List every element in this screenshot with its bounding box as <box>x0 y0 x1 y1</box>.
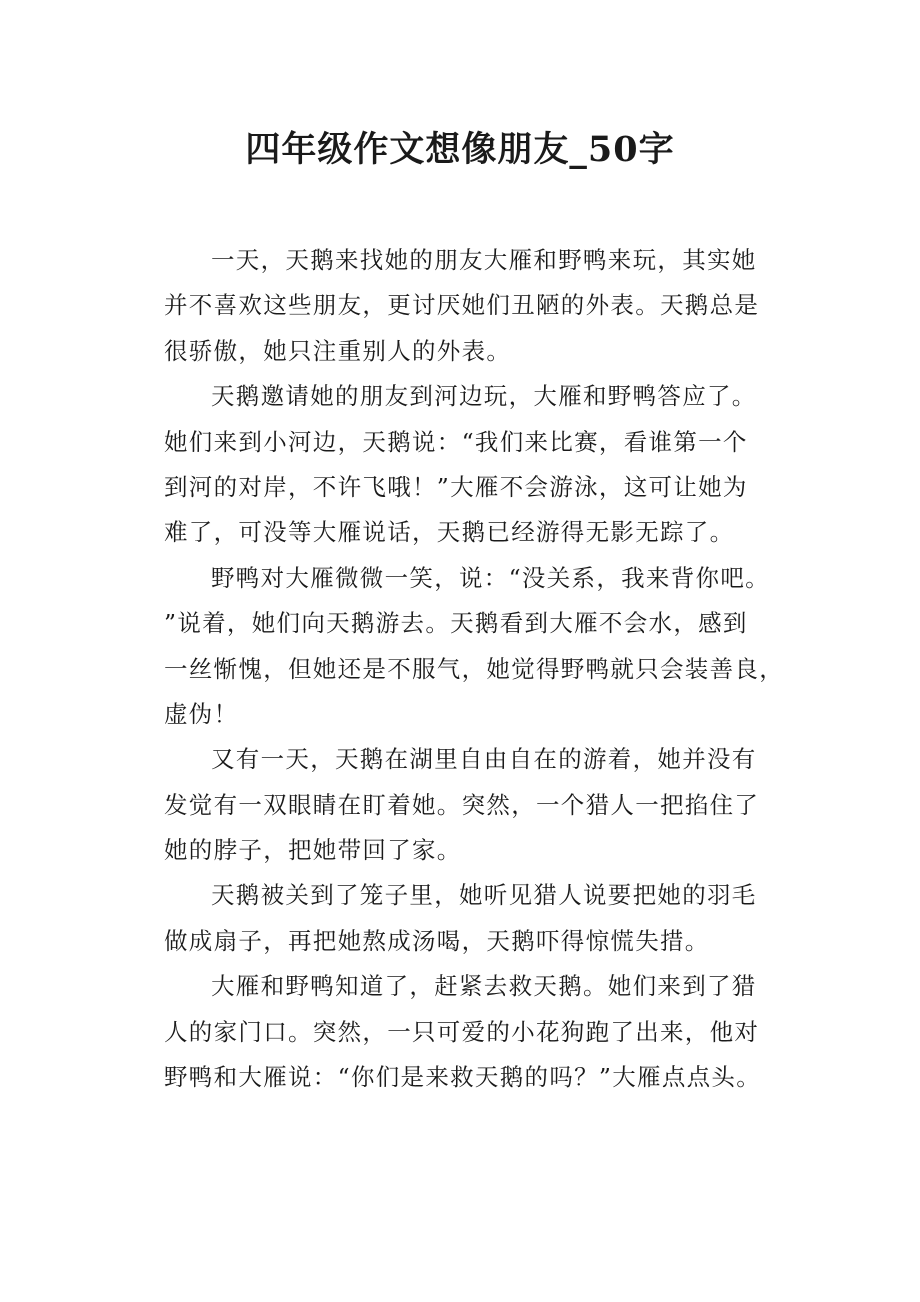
paragraph-3-line-4: 虚伪！ <box>164 699 239 728</box>
paragraph-1-line-3: 很骄傲，她只注重别人的外表。 <box>164 336 512 365</box>
document-body <box>164 238 784 1100</box>
paragraph-6-line-1: 大雁和野鸭知道了，赶紧去救天鹅。她们来到了猎 <box>211 972 757 1001</box>
paragraph-4-line-1: 又有一天，天鹅在湖里自由自在的游着，她并没有 <box>211 745 757 774</box>
paragraph-6-line-2: 人的家门口。突然，一只可爱的小花狗跑了出来，他对 <box>164 1017 760 1046</box>
paragraph-2-line-1: 天鹅邀请她的朋友到河边玩，大雁和野鸭答应了。 <box>211 382 757 411</box>
paragraph-3-line-3: 一丝惭愧，但她还是不服气，她觉得野鸭就只会装善良， <box>164 654 784 683</box>
paragraph-1-line-2: 并不喜欢这些朋友，更讨厌她们丑陋的外表。天鹅总是 <box>164 291 760 320</box>
paragraph-2-line-3: 到河的对岸，不许飞哦！”大雁不会游泳，这可让她为 <box>164 472 748 501</box>
document-title: 四年级作文想像朋友_50字 <box>245 129 675 170</box>
paragraph-4-line-3: 她的脖子，把她带回了家。 <box>164 836 462 865</box>
paragraph-6-line-3: 野鸭和大雁说：“你们是来救天鹅的吗？”大雁点点头。 <box>164 1063 762 1092</box>
paragraph-4-line-2: 发觉有一双眼睛在盯着她。突然，一个猎人一把掐住了 <box>164 790 760 819</box>
paragraph-2-line-2: 她们来到小河边，天鹅说：“我们来比赛，看谁第一个 <box>164 427 748 456</box>
paragraph-1-line-1: 一天，天鹅来找她的朋友大雁和野鸭来玩，其实她 <box>211 246 757 274</box>
paragraph-2-line-4: 难了，可没等大雁说话，天鹅已经游得无影无踪了。 <box>164 518 735 547</box>
paragraph-3-line-1: 野鸭对大雁微微一笑，说：“没关系，我来背你吧。 <box>211 563 770 592</box>
paragraph-5-line-1: 天鹅被关到了笼子里，她听见猎人说要把她的羽毛 <box>211 881 757 910</box>
paragraph-5-line-2: 做成扇子，再把她熬成汤喝，天鹅吓得惊慌失措。 <box>164 926 710 955</box>
paragraph-3-line-2: ”说着，她们向天鹅游去。天鹅看到大雁不会水，感到 <box>164 609 748 638</box>
